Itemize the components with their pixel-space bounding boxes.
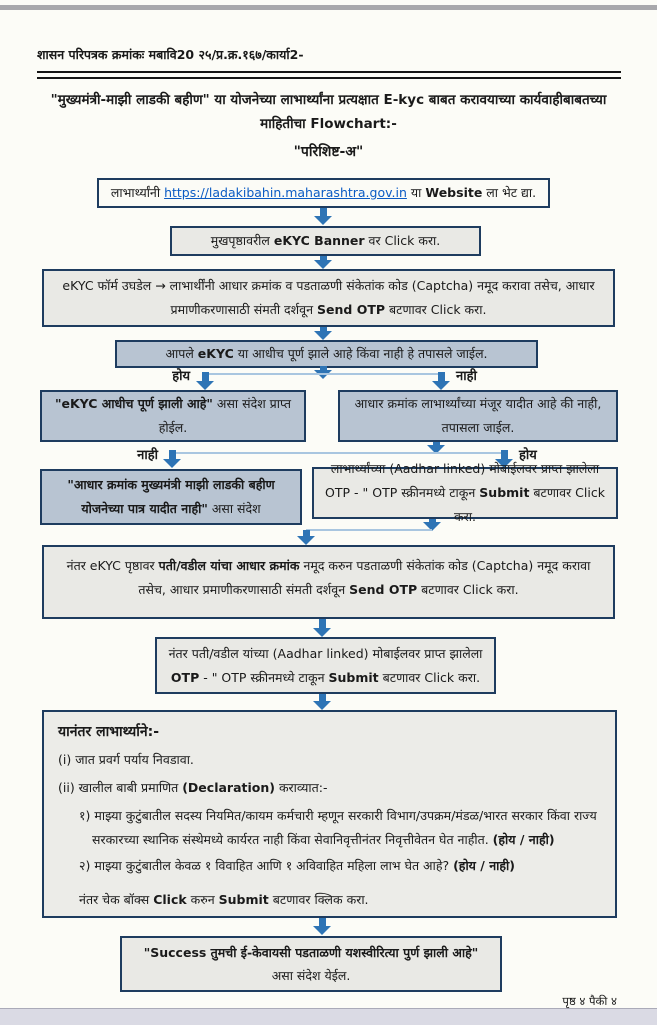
connector-line bbox=[172, 452, 506, 454]
success-message-line1: "Success तुमची ई-केवायसी पडताळणी यशस्वीरित्या पुर्ण झाली आहे" bbox=[143, 945, 479, 960]
flow-box-not-in-list-message bbox=[40, 469, 302, 525]
flow-box-approved-list-check-text: आधार क्रमांक लाभार्थ्यांच्या मंजूर यादीत आहे की नाही, तपासला जाईल. bbox=[354, 396, 602, 435]
arrow-down-icon bbox=[313, 619, 331, 637]
declaration-heading: यानंतर लाभार्थ्याने:- bbox=[58, 724, 160, 740]
declaration-item-1: १) माझ्या कुटुंबातील सदस्य नियमित/कायम कर्मचारी म्हणून सरकारी विभाग/उपक्रम/मंडळ/भारत सरकार किंवा राज्य सरकारच्या स्थानिक संस्थेमध्ये कार्यरत नाही किंवा सेवानिवृत्तीनंतर निवृत्तीवेतन घेत नाहीत. (होय / नाही) bbox=[79, 808, 597, 847]
flow-box-husband-aadhar bbox=[42, 545, 615, 619]
flow-box-husband-aadhar-text: नंतर eKYC पृष्ठावर पती/वडील यांचा आधार क्रमांक नमूद करुन पडताळणी संकेतांक कोड (Captcha) नमूद करावा तसेच, आधार प्रमाणीकरणासाठी संमती दर्शवून Send OTP बटणावर Click करा. bbox=[66, 558, 591, 597]
flow-box-already-done-message bbox=[40, 390, 306, 442]
flow-box-success-message bbox=[120, 936, 502, 992]
scan-bottom-edge bbox=[0, 1008, 657, 1025]
branch-label-yes: होय bbox=[519, 448, 537, 463]
scan-top-edge bbox=[0, 5, 657, 10]
website-url-link[interactable]: https://ladakibahin.maharashtra.gov.in bbox=[164, 185, 407, 200]
flow-box-ekyc-form bbox=[42, 269, 615, 327]
flow-box-ekyc-form-text: eKYC फॉर्म उघडेल → लाभार्थींनी आधार क्रमांक व पडताळणी संकेतांक कोड (Captcha) नमूद करावा तसेच, आधार प्रमाणीकरणासाठी संमती दर्शवून Send OTP बटणावर Click करा. bbox=[62, 278, 595, 317]
flow-box-already-done-message-text: "eKYC आधीच पूर्ण झाली आहे" असा संदेश प्राप्त होईल. bbox=[54, 396, 292, 435]
connector-line bbox=[205, 373, 441, 375]
arrow-down-icon bbox=[297, 530, 315, 545]
circular-number: शासन परिपत्रक क्रमांकः मबावि20 २५/प्र.क्र.१६७/कार्या2- bbox=[37, 47, 304, 62]
flow-box-not-in-list-message-text: "आधार क्रमांक मुख्यमंत्री माझी लाडकी बहीण योजनेच्या पात्र यादीत नाही" असा संदेश bbox=[67, 477, 275, 516]
page-number: पृष्ठ ४ पैकी ४ bbox=[562, 994, 617, 1008]
declaration-item-ii: (ii) खालील बाबी प्रमाणित (Declaration) कराव्यात:- bbox=[58, 780, 328, 795]
flow-box-visit-website bbox=[97, 178, 550, 208]
declaration-item-2: २) माझ्या कुटुंबातील केवळ १ विवाहित आणि १ अविवाहित महिला लाभ घेत आहे? (होय / नाही) bbox=[79, 858, 515, 873]
flow-box-otp-self-submit bbox=[312, 461, 618, 524]
arrow-down-icon bbox=[314, 208, 332, 225]
flow-box-declaration bbox=[42, 710, 617, 918]
page-title-line1: "मुख्यमंत्री-माझी लाडकी बहीण" या योजनेच्या लाभार्थ्यांना प्रत्यक्षात E-kyc बाबत करावयाच्या कार्यवाहीबाबतच्या bbox=[50, 92, 607, 108]
success-message-line2: असा संदेश येईल. bbox=[271, 968, 351, 983]
flow-box-otp-self-submit-text: लाभार्थ्यांच्या (Aadhar linked) मोबाईलवर प्राप्त झालेला OTP - " OTP स्क्रीनमध्ये टाकून Submit बटणावर Click करा. bbox=[325, 461, 605, 524]
arrow-down-icon bbox=[314, 327, 332, 340]
declaration-final-step: नंतर चेक बॉक्स Click करुन Submit बटणावर क्लिक करा. bbox=[79, 892, 369, 907]
arrow-down-icon bbox=[163, 450, 181, 468]
header-divider bbox=[37, 71, 621, 79]
flow-box-otp-husband-submit bbox=[155, 637, 496, 694]
branch-label-no: नाही bbox=[456, 369, 477, 384]
flow-box-ekyc-banner bbox=[170, 226, 481, 256]
flow-box-ekyc-banner-text: मुखपृष्ठावरील eKYC Banner वर Click करा. bbox=[210, 233, 441, 248]
flow-box-otp-husband-submit-text: नंतर पती/वडील यांच्या (Aadhar linked) मोबाईलवर प्राप्त झालेला OTP - " OTP स्क्रीनमध्ये टाकून Submit बटणावर Click करा. bbox=[168, 645, 483, 685]
connector-line bbox=[306, 529, 432, 531]
flow-box-ekyc-status-check-text: आपले eKYC या आधीच पूर्ण झाले आहे किंवा नाही हे तपासले जाईल. bbox=[165, 346, 488, 361]
flow-box-visit-website-text: लाभार्थ्यांनी https://ladakibahin.maharashtra.gov.in या Website ला भेट द्या. bbox=[110, 185, 537, 200]
arrow-down-icon bbox=[432, 372, 450, 390]
arrow-down-icon bbox=[196, 372, 214, 390]
arrow-down-icon bbox=[314, 256, 332, 269]
branch-label-yes: होय bbox=[172, 369, 190, 384]
appendix-heading: "परिशिष्ट-अ" bbox=[293, 144, 364, 160]
page-title-line2: माहितीचा Flowchart:- bbox=[260, 116, 397, 132]
branch-label-no: नाही bbox=[137, 448, 158, 463]
flow-box-approved-list-check bbox=[338, 390, 618, 442]
declaration-item-i: (i) जात प्रवर्ग पर्याय निवडावा. bbox=[58, 752, 194, 767]
flow-box-ekyc-status-check bbox=[115, 340, 538, 368]
page-title bbox=[30, 88, 627, 136]
arrow-down-icon bbox=[313, 918, 331, 935]
arrow-down-icon bbox=[313, 694, 331, 710]
